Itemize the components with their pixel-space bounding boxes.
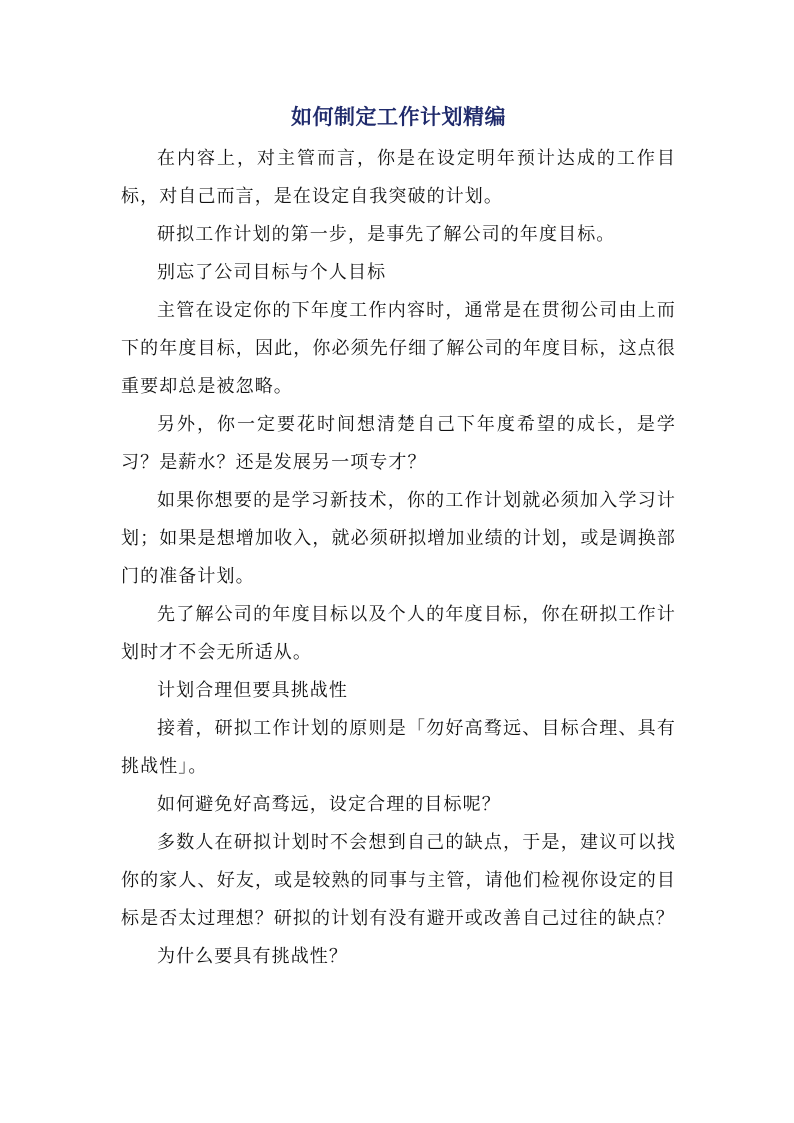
paragraph: 如何避免好高骛远，设定合理的目标呢？ [157,794,501,815]
paragraph: 接着，研拟工作计划的原则是「勿好高骛远、目标合理、具有挑战性」。 [121,718,676,777]
paragraph: 先了解公司的年度目标以及个人的年度目标，你在研拟工作计划时才不会无所适从。 [121,604,676,663]
section-heading: 计划合理但要具挑战性 [157,680,348,701]
paragraph: 多数人在研拟计划时不会想到自己的缺点，于是，建议可以找你的家人、好友，或是较熟的同事与主管，请他们检视你设定的目标是否太过理想？研拟的计划有没有避开或改善自己过往的缺点？ [121,832,676,929]
paragraph: 研拟工作计划的第一步，是事先了解公司的年度目标。 [157,224,616,245]
paragraph: 为什么要具有挑战性？ [157,946,348,967]
document-body [121,100,676,976]
document-title: 如何制定工作计划精编 [291,104,506,129]
section-heading: 别忘了公司目标与个人目标 [157,262,387,283]
paragraph: 主管在设定你的下年度工作内容时，通常是在贯彻公司由上而下的年度目标，因此，你必须先仔细了解公司的年度目标，这点很重要却总是被忽略。 [121,300,676,397]
paragraph: 如果你想要的是学习新技术，你的工作计划就必须加入学习计划；如果是想增加收入，就必须研拟增加业绩的计划，或是调换部门的准备计划。 [121,490,676,587]
paragraph: 另外，你一定要花时间想清楚自己下年度希望的成长，是学习？是薪水？还是发展另一项专才？ [121,414,676,473]
paragraph: 在内容上，对主管而言，你是在设定明年预计达成的工作目标，对自己而言，是在设定自我突破的计划。 [121,148,676,207]
